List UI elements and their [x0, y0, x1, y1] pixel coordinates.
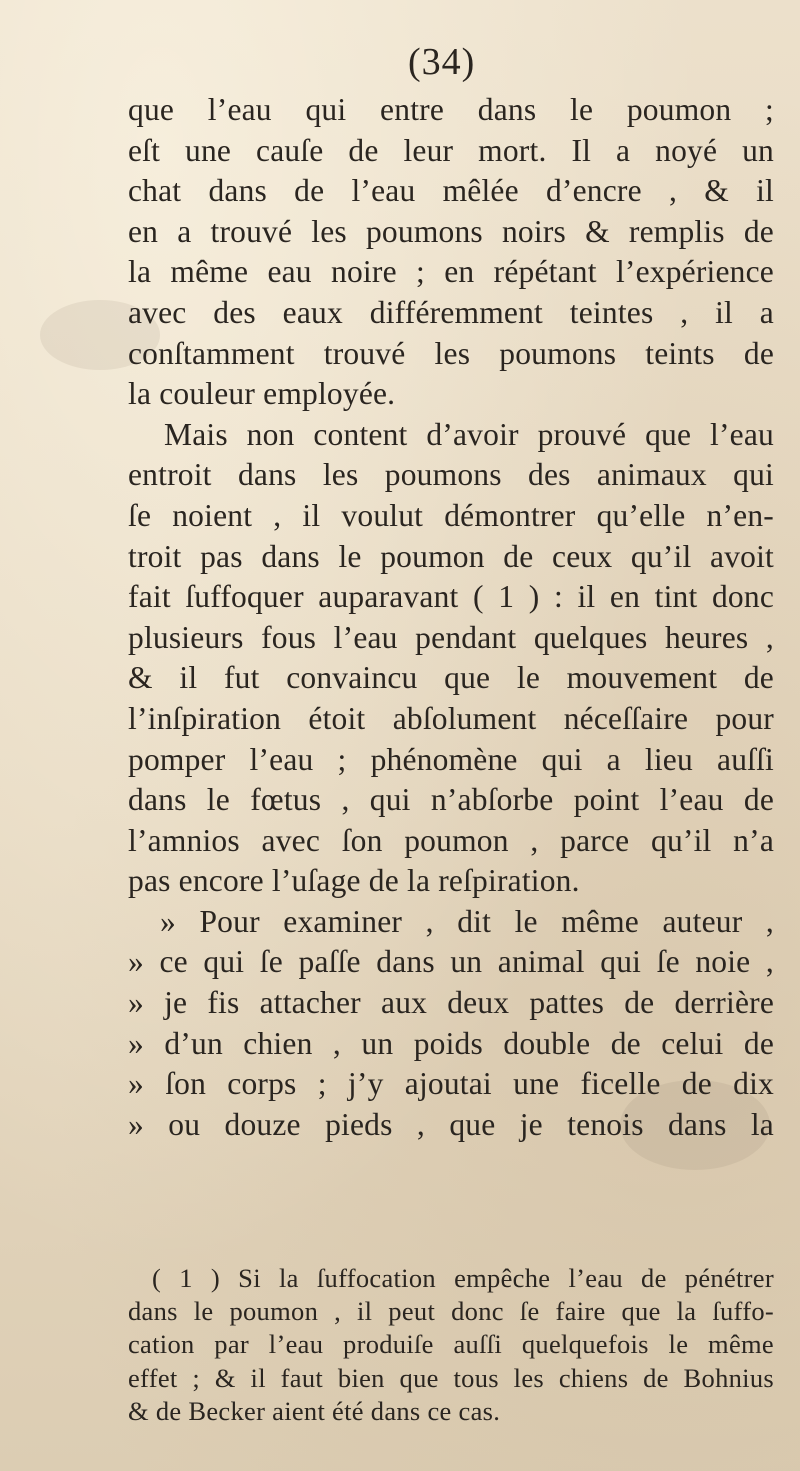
body-line: avec des eaux différemment teintes , il a	[128, 294, 774, 330]
footnote-line: cation par l’eau produiſe auſſi quelquefois le même	[128, 1329, 774, 1360]
footnote-line: & de Becker aient été dans ce cas.	[128, 1395, 501, 1426]
body-line: dans le fœtus , qui n’abſorbe point l’eau de	[128, 782, 774, 818]
quote-line: » ſon corps ; j’y ajoutai une ficelle de dix	[128, 1066, 774, 1102]
body-line: pas encore l’uſage de la reſpiration.	[128, 863, 580, 899]
page-number: (34)	[408, 41, 476, 83]
body-text	[128, 90, 774, 1145]
quote-line: » je fis attacher aux deux pattes de derrière	[128, 985, 774, 1021]
footnotes	[128, 1262, 774, 1428]
body-line: l’amnios avec ſon poumon , parce qu’il n’a	[128, 822, 774, 858]
body-line: & il fut convaincu que le mouvement de	[128, 660, 774, 696]
body-line: entroit dans les poumons des animaux qui	[128, 457, 774, 493]
quote-line: » d’un chien , un poids double de celui de	[128, 1025, 774, 1061]
quote-line: » ce qui ſe paſſe dans un animal qui ſe noie ,	[128, 944, 774, 980]
body-line: pomper l’eau ; phénomène qui a lieu auſſi	[128, 741, 774, 777]
footnote-line: effet ; & il faut bien que tous les chiens de Bohnius	[128, 1362, 774, 1393]
body-line: eſt une cauſe de leur mort. Il a noyé un	[128, 132, 774, 168]
quote-line: » ou douze pieds , que je tenois dans la	[128, 1106, 774, 1142]
body-line: la couleur employée.	[128, 376, 396, 412]
quote-line: » Pour examiner , dit le même auteur ,	[160, 903, 774, 939]
body-line: chat dans de l’eau mêlée d’encre , & il	[128, 173, 774, 209]
body-line: troit pas dans le poumon de ceux qu’il avoit	[128, 538, 774, 574]
body-line: fait ſuffoquer auparavant ( 1 ) : il en tint donc	[128, 579, 774, 615]
body-line: la même eau noire ; en répétant l’expérience	[128, 254, 774, 290]
body-line: Mais non content d’avoir prouvé que l’eau	[164, 416, 774, 452]
body-line: que l’eau qui entre dans le poumon ;	[128, 92, 774, 127]
body-line: ſe noient , il voulut démontrer qu’elle n’en-	[128, 497, 774, 533]
body-line: l’inſpiration étoit abſolument néceſſaire pour	[128, 700, 774, 736]
footnote-line: dans le poumon , il peut donc ſe faire que la ſuffo-	[128, 1296, 774, 1327]
body-line: conſtamment trouvé les poumons teints de	[128, 335, 774, 371]
body-line: plusieurs fous l’eau pendant quelques heures ,	[128, 619, 774, 655]
body-line: en a trouvé les poumons noirs & remplis de	[128, 213, 774, 249]
footnote-line: ( 1 ) Si la ſuffocation empêche l’eau de pénétrer	[152, 1263, 774, 1293]
